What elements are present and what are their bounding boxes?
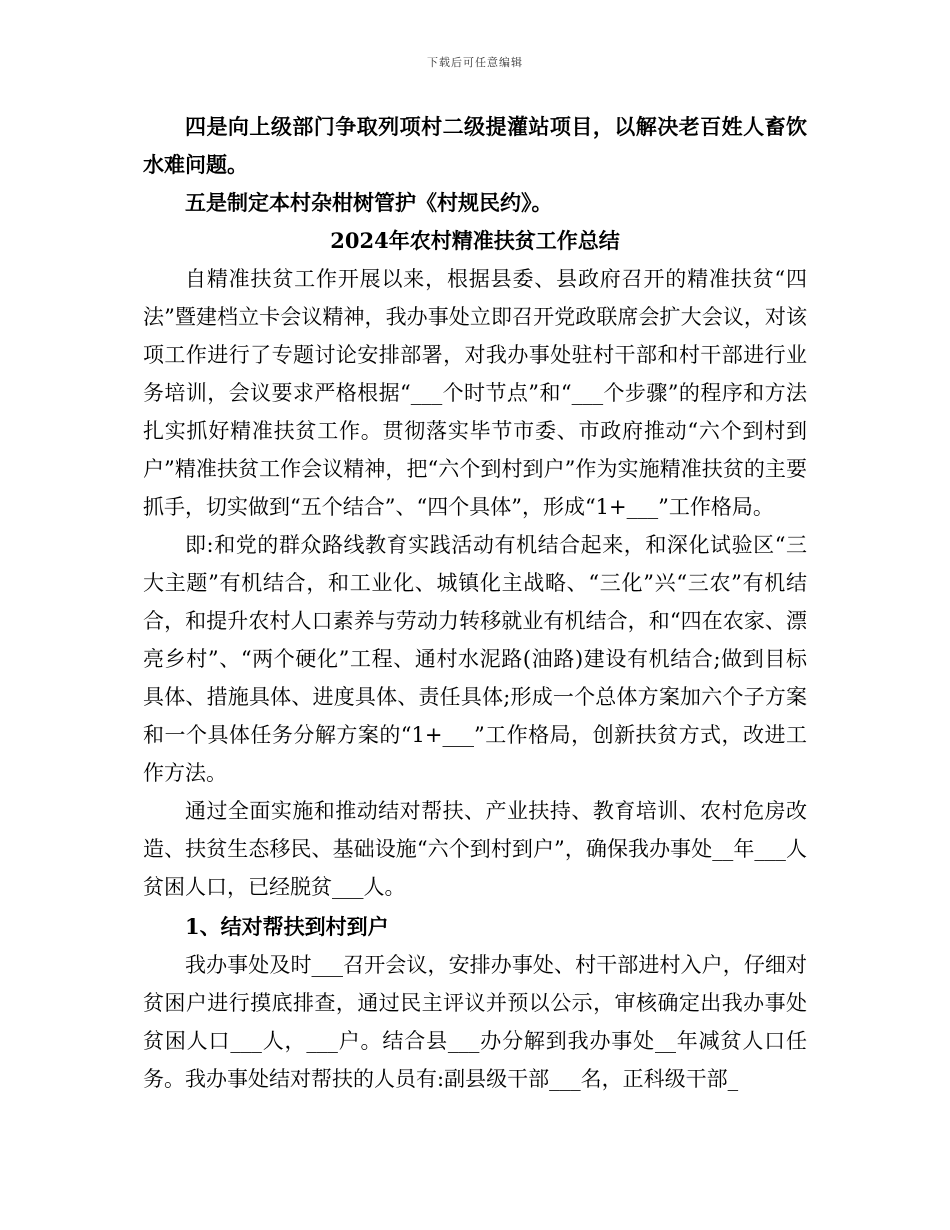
page-header: 下载后可任意编辑 (427, 56, 523, 69)
document-title: 2024年农村精准扶贫工作总结 (330, 228, 620, 253)
body-paragraph-1: 自精准扶贫工作开展以来，根据县委、县政府召开的精准扶贫“四法”暨建档立卡会议精神，我办事处立即召开党政联席会扩大会议，对该项工作进行了专题讨论安排部署，对我办事处驻村干部和村干部进行业务培训，会议要求严格根据“___个时节点”和“___个步骤”的程序和方法扎实抓好精准扶贫工作。贯彻落实毕节市委、市政府推动“六个到村到户”精准扶贫工作会议精神，把“六个到村到户”作为实施精准扶贫的主要抓手，切实做到“五个结合”、“四个具体”，形成“1+___”工作格局。 (143, 267, 807, 519)
body-paragraph-3: 通过全面实施和推动结对帮扶、产业扶持、教育培训、农村危房改造、扶贫生态移民、基础设施“六个到村到户”，确保我办事处__年___人贫困人口，已经脱贫___人。 (143, 799, 807, 899)
paragraph-item-five: 五是制定本村杂柑树管护《村规民约》。 (185, 190, 553, 215)
body-paragraph-4: 我办事处及时___召开会议，安排办事处、村干部进村入户，仔细对贫困户进行摸底排查，通过民主评议并预以公示，审核确定出我办事处贫困人口___人，___户。结合县___办分解到我办事处__年减贫人口任务。我办事处结对帮扶的人员有:副县级干部___名，正科级干部_ (143, 953, 807, 1091)
document-body (143, 108, 807, 1098)
section-heading-1: 1、结对帮扶到村到户 (185, 914, 389, 939)
body-paragraph-2: 即:和党的群众路线教育实践活动有机结合起来，和深化试验区“三大主题”有机结合，和工业化、城镇化主战略、“三化”兴“三农”有机结合，和提升农村人口素养与劳动力转移就业有机结合，和“四在农家、漂亮乡村”、“两个硬化”工程、通村水泥路(油路)建设有机结合;做到目标具体、措施具体、进度具体、责任具体;形成一个总体方案加六个子方案和一个具体任务分解方案的“1+___”工作格局，创新扶贫方式，改进工作方法。 (143, 533, 807, 785)
paragraph-item-four: 四是向上级部门争取列项村二级提灌站项目，以解决老百姓人畜饮水难问题。 (143, 114, 807, 177)
